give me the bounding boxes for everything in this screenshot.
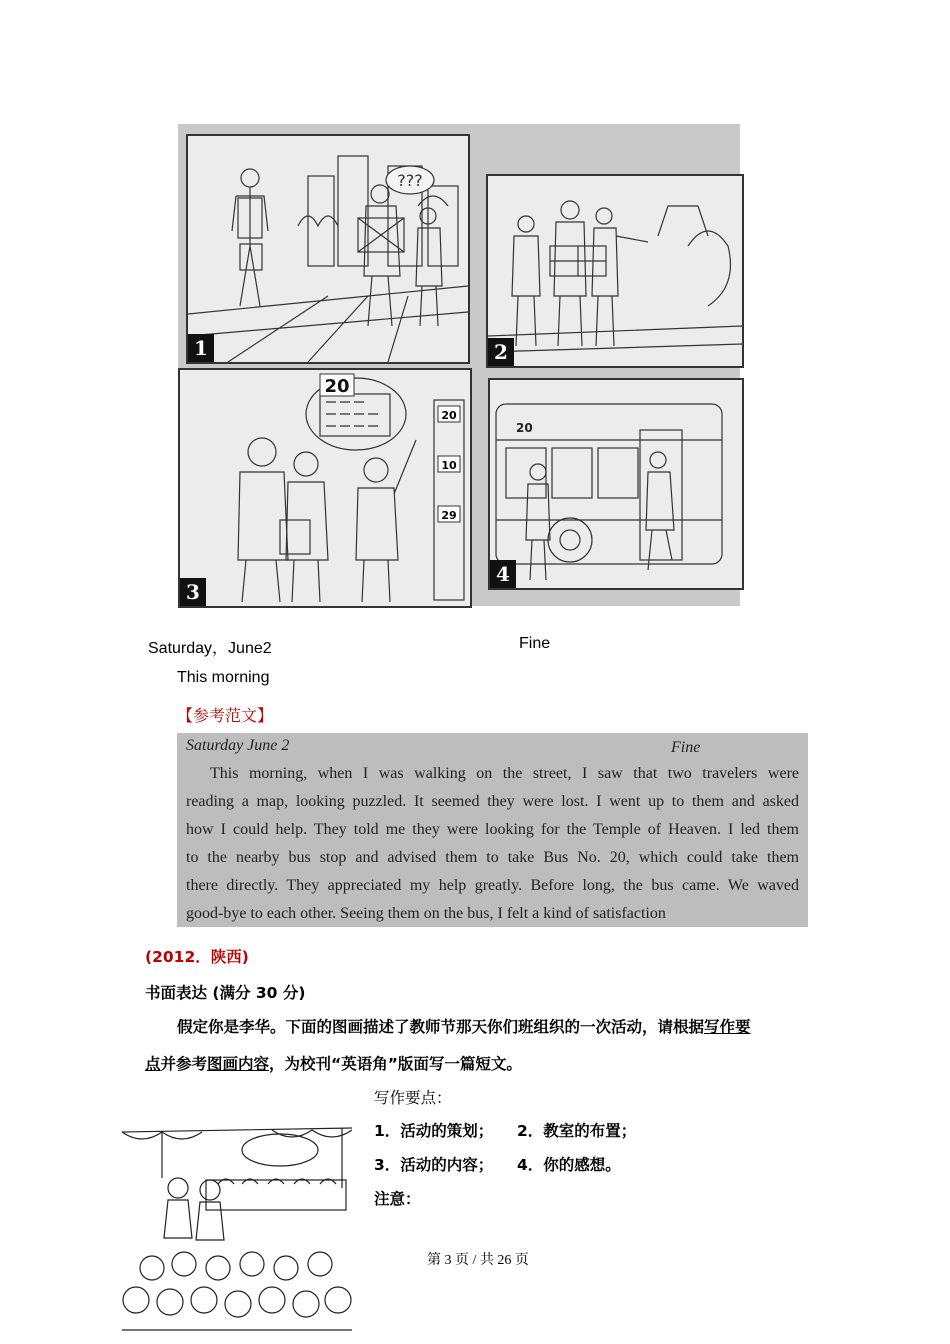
question-intro-line-1 bbox=[177, 1015, 817, 1037]
intro-text-1: 假定你是李华。下面的图画描述了教师节那天你们班组织的一次活动，请根据 bbox=[177, 1018, 705, 1036]
point-4: 4．你的感想。 bbox=[517, 1156, 621, 1174]
intro-underlined-1a: 写作要 bbox=[704, 1018, 751, 1036]
panel-number-3: 3 bbox=[180, 578, 206, 606]
question-heading: 书面表达 (满分 30 分) bbox=[145, 984, 306, 1002]
reference-line-4: to the nearby bus stop and advised them to take Bus No. 20, which could take them bbox=[186, 849, 799, 866]
point-2: 2．教室的布置； bbox=[517, 1122, 637, 1140]
timetable-number: 20 bbox=[324, 376, 350, 397]
comic-panel-4 bbox=[488, 378, 744, 590]
points-title: 写作要点： bbox=[374, 1089, 452, 1107]
reference-line-6: good-bye to each other. Seeing them on the bus, I felt a kind of satisfaction bbox=[186, 905, 666, 922]
point-1: 1．活动的策划； bbox=[374, 1122, 494, 1140]
panel-2-drawing bbox=[488, 176, 742, 366]
comic-strip bbox=[178, 124, 740, 606]
intro-text-2: 并参考 bbox=[160, 1055, 208, 1073]
intro-text-3: ，为校刊“英语角”版面写一篇短文。 bbox=[269, 1055, 522, 1073]
bus-sign-1: 20 bbox=[441, 409, 457, 422]
page-footer: 第 3 页 / 共 26 页 bbox=[427, 1253, 529, 1268]
diary-opening: This morning bbox=[177, 669, 270, 686]
reference-date: Saturday June 2 bbox=[186, 737, 290, 754]
bus-route-number: 20 bbox=[516, 421, 533, 435]
reference-essay bbox=[177, 733, 808, 927]
point-3: 3．活动的内容； bbox=[374, 1156, 494, 1174]
reference-line-1: This morning, when I was walking on the street, I saw that two travelers were bbox=[210, 765, 799, 782]
panel-number-4: 4 bbox=[490, 560, 516, 588]
bus-sign-3: 29 bbox=[441, 509, 457, 522]
classroom-sketch-drawing bbox=[122, 1118, 352, 1333]
panel-1-drawing bbox=[188, 136, 468, 362]
speech-bubble-text: ??? bbox=[397, 171, 423, 190]
reference-line-3: how I could help. They told me they were looking for the Temple of Heaven. I led them bbox=[186, 821, 799, 838]
reference-line-2: reading a map, looking puzzled. It seemed they were lost. I went up to them and asked bbox=[186, 793, 799, 810]
reference-line-5: there directly. They appreciated my help greatly. Before long, the bus came. We waved bbox=[186, 877, 799, 894]
panel-3-drawing bbox=[180, 370, 470, 606]
comic-panel-3 bbox=[178, 368, 472, 608]
panel-number-2: 2 bbox=[488, 338, 514, 366]
reference-title: 【参考范文】 bbox=[177, 706, 274, 725]
note-label: 注意： bbox=[374, 1190, 421, 1208]
panel-number-1: 1 bbox=[188, 334, 214, 362]
classroom-sketch bbox=[122, 1118, 352, 1333]
question-intro-line-2 bbox=[145, 1052, 522, 1074]
bus-sign-2: 10 bbox=[441, 459, 457, 472]
comic-panel-1 bbox=[186, 134, 470, 364]
question-source: (2012．陕西) bbox=[145, 948, 249, 966]
diary-date: Saturday，June2 bbox=[148, 640, 272, 657]
intro-underlined-1b: 点 bbox=[145, 1055, 161, 1073]
reference-weather: Fine bbox=[671, 739, 701, 756]
panel-4-drawing bbox=[490, 380, 742, 588]
intro-underlined-2: 图画内容 bbox=[207, 1055, 270, 1073]
comic-panel-2 bbox=[486, 174, 744, 368]
diary-weather: Fine bbox=[519, 635, 551, 652]
